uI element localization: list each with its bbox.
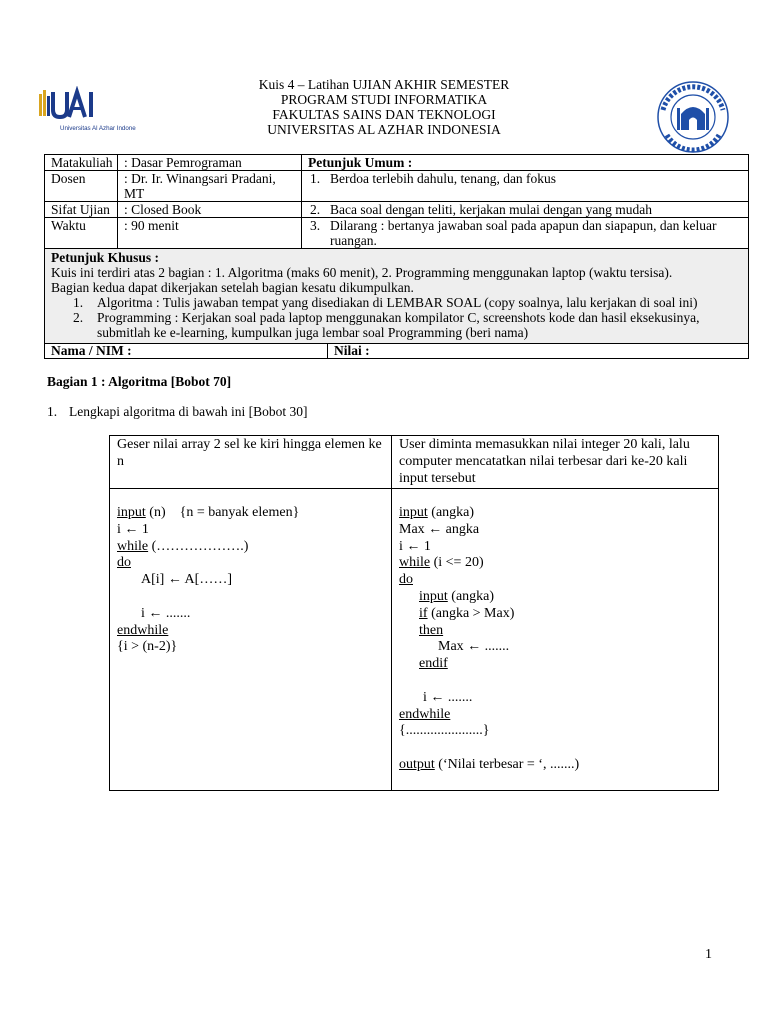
code-line: i ← 1 [399,538,431,554]
nama-nim-field[interactable]: Nama / NIM : [45,344,328,359]
al-azhar-seal-logo [653,80,733,154]
petunjuk-umum-item [302,202,749,218]
keyword-do: do [399,572,413,588]
blank-line [117,589,384,606]
info-row-matakuliah [45,155,749,171]
code-line [117,623,384,640]
uai-logo [36,86,136,138]
item-text: Berdoa terlebih dahulu, tenang, dan fokus [330,171,557,186]
course-info-table [44,154,749,344]
code-line: i ← 1 [117,521,149,537]
code-line [117,539,384,556]
item-text: Dilarang : bertanya jawaban soal pada apapun dan siapapun, dan keluar ruangan. [330,218,717,248]
keyword-do: do [117,555,131,571]
keyword-input: input [419,588,448,604]
keyword-endif: endif [419,656,448,672]
petunjuk-umum-title: Petunjuk Umum : [302,155,749,171]
header-line-2: PROGRAM STUDI INFORMATIKA [280,92,488,107]
item-number: 2. [310,202,321,217]
item-number: 1. [310,171,321,186]
header-line-3: FAKULTAS SAINS DAN TEKNOLOGI [272,107,496,122]
left-problem-statement: Geser nilai array 2 sel ke kiri hingga elemen ke n [110,436,392,489]
question-1 [47,404,307,420]
code-line [399,623,711,640]
code-line: input (angka) [399,505,475,520]
right-problem-statement: User diminta memasukkan nilai integer 20 kali, lalu computer mencatatkan nilai terbesar dari ke-20 kali input tersebut [392,436,719,489]
blank-line [399,673,711,690]
code-line[interactable]: A[i] ← A[……] [141,572,232,588]
item-text: Algoritma : Tulis jawaban tempat yang disediakan di LEMBAR SOAL (copy soalnya, lalu kerjakan di soal ini) [97,295,698,310]
code-line: while (i <= 20) [399,555,484,571]
info-label: Waktu [45,218,118,249]
code-line: input (angka) [419,588,495,604]
page-number: 1 [705,947,712,962]
name-score-table [44,343,749,359]
keyword-input: input [399,505,428,520]
item-number: 1. [73,295,84,310]
al-azhar-seal-graphic [653,80,733,154]
nilai-field[interactable]: Nilai : [328,344,749,359]
header-line-1: Kuis 4 – Latihan UJIAN AKHIR SEMESTER [258,77,510,92]
code-line [399,572,711,589]
info-value: : 90 menit [118,218,302,249]
petunjuk-khusus-line: Kuis ini terdiri atas 2 bagian : 1. Algoritma (maks 60 menit), 2. Programming menggunakan laptop (waktu tersisa). [51,265,673,280]
question-text: Lengkapi algoritma di bawah ini [Bobot 30] [69,404,308,419]
code-line: Max ← angka [399,521,480,537]
info-value: : Dr. Ir. Winangsari Pradani, MT [118,171,302,202]
item-number: 3. [310,218,321,233]
code-line[interactable]: {......................} [399,723,490,739]
petunjuk-khusus-title: Petunjuk Khusus : [51,250,160,265]
section-title: Bagian 1 : Algoritma [Bobot 70] [47,374,232,389]
code-line[interactable]: i ← ....... [141,605,191,621]
keyword-endwhile: endwhile [117,622,169,638]
code-line: input (n) {n = banyak elemen} [117,505,300,520]
info-label: Matakuliah [45,155,118,171]
item-text: Programming : Kerjakan soal pada laptop menggunakan kompilator C, screenshots kode dan hasil eksekusinya, submitlah ke e-learning, kumpulkan juga lembar soal Programming (beri nama) [97,310,700,340]
blank-answer[interactable]: (……………….) [148,538,249,554]
petunjuk-umum-item [302,171,749,202]
info-row-sifat-ujian [45,202,749,218]
keyword-while: while [399,555,431,571]
code-line: {i > (n-2)} [117,639,178,655]
code-line [399,656,711,673]
info-label: Dosen [45,171,118,202]
uai-logo-graphic [36,86,136,138]
info-row-dosen [45,171,749,202]
algorithm-table [109,435,719,791]
info-label: Sifat Ujian [45,202,118,218]
petunjuk-khusus [45,249,749,344]
code-line [117,555,384,572]
keyword-while: while [117,538,149,554]
item-number: 2. [73,310,84,325]
keyword-input: input [117,505,146,520]
code-line[interactable]: Max ← ....... [438,639,510,655]
info-value: : Closed Book [118,202,302,218]
header-line-4: UNIVERSITAS AL AZHAR INDONESIA [267,122,501,137]
petunjuk-khusus-line: Bagian kedua dapat dikerjakan setelah bagian kesatu dikumpulkan. [51,280,414,295]
petunjuk-khusus-item [51,295,742,310]
info-value: : Dasar Pemrograman [118,155,302,171]
keyword-output: output [399,756,435,772]
code-line [399,707,711,724]
keyword-endwhile: endwhile [399,706,451,722]
uai-logo-caption: Universitas Al Azhar Indonesia [60,125,136,132]
question-number: 1. [47,404,58,419]
keyword-if: if [419,605,428,621]
code-line: if (angka > Max) [419,605,515,621]
petunjuk-umum-item [302,218,749,249]
code-line: output (‘Nilai terbesar = ‘, .......) [399,756,580,772]
item-text: Baca soal dengan teliti, kerjakan mulai dengan yang mudah [330,202,653,217]
info-row-waktu [45,218,749,249]
code-line[interactable]: i ← ....... [423,689,473,705]
petunjuk-khusus-item [51,310,742,340]
petunjuk-khusus-row [45,249,749,344]
left-algorithm-code [110,489,392,791]
keyword-then: then [419,622,444,638]
blank-line [399,740,711,757]
right-algorithm-code [392,489,719,791]
